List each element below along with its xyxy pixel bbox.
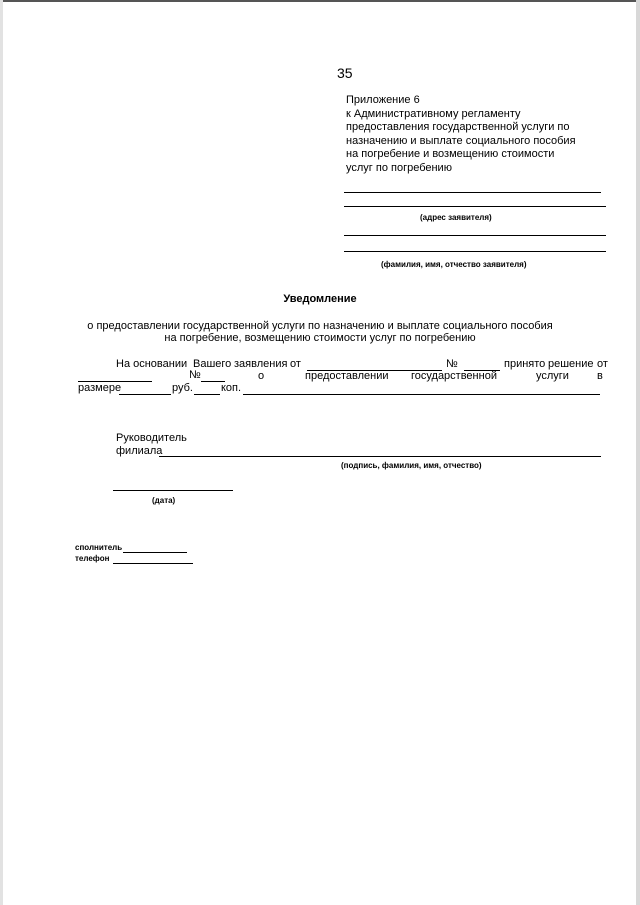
scan-edge-top xyxy=(0,0,640,2)
subtitle-line-2: на погребение, возмещению стоимости услуг по погребению xyxy=(164,332,476,344)
signature-title: Руководитель xyxy=(116,432,187,444)
appendix-header xyxy=(346,94,576,175)
body-word: решение xyxy=(548,358,594,370)
name-line-1 xyxy=(344,235,606,236)
address-line-1 xyxy=(344,192,601,193)
name-caption: (фамилия, имя, отчество заявителя) xyxy=(381,260,527,269)
body-word: заявления xyxy=(234,358,288,370)
body-word: № xyxy=(189,369,201,381)
appendix-line: услуг по погребению xyxy=(346,161,452,174)
body-word: № xyxy=(446,358,458,370)
amount-rub-field xyxy=(119,394,171,395)
appendix-line: к Административному регламенту xyxy=(346,107,521,120)
signature-branch: филиала xyxy=(116,445,163,457)
address-line-2 xyxy=(344,206,606,207)
body-word: от xyxy=(597,358,608,370)
date-caption: (дата) xyxy=(152,496,176,505)
executor-line xyxy=(123,552,187,553)
page-number: 35 xyxy=(337,65,353,81)
body-word: размере xyxy=(78,382,122,394)
amount-words-field xyxy=(243,394,600,395)
date-line xyxy=(113,490,233,491)
body-word: принято xyxy=(504,358,546,370)
body-word: предоставлении xyxy=(305,370,389,382)
scan-edge-right xyxy=(636,0,640,905)
name-line-2 xyxy=(344,251,606,252)
signature-line xyxy=(159,456,601,457)
body-word: о xyxy=(258,370,265,382)
body-word: коп. xyxy=(221,382,242,394)
body-word: услуги xyxy=(536,370,569,382)
phone-line xyxy=(113,563,193,564)
subtitle-line-1: о предоставлении государственной услуги по назначению и выплате социального пособия xyxy=(87,320,553,332)
document-title: Уведомление xyxy=(283,293,357,305)
appendix-line: предоставления государственной услуги по xyxy=(346,121,570,133)
body-word: от xyxy=(290,358,301,370)
phone-label: телефон xyxy=(75,554,110,563)
amount-kop-field xyxy=(194,394,220,395)
executor-label: сполнитель xyxy=(75,543,123,552)
appendix-line: на погребение и возмещению стоимости xyxy=(346,148,555,160)
address-caption: (адрес заявителя) xyxy=(420,213,492,222)
appendix-line: назначению и выплате социального пособия xyxy=(346,134,576,147)
signature-caption: (подпись, фамилия, имя, отчество) xyxy=(341,461,482,470)
body-word: На основании xyxy=(116,358,188,370)
appendix-line: Приложение 6 xyxy=(346,94,420,106)
body-word: государственной xyxy=(411,370,497,382)
scan-edge-left xyxy=(0,0,3,905)
body-word: Вашего xyxy=(193,358,232,370)
body-word: в xyxy=(597,370,603,382)
body-word: руб. xyxy=(172,382,193,394)
